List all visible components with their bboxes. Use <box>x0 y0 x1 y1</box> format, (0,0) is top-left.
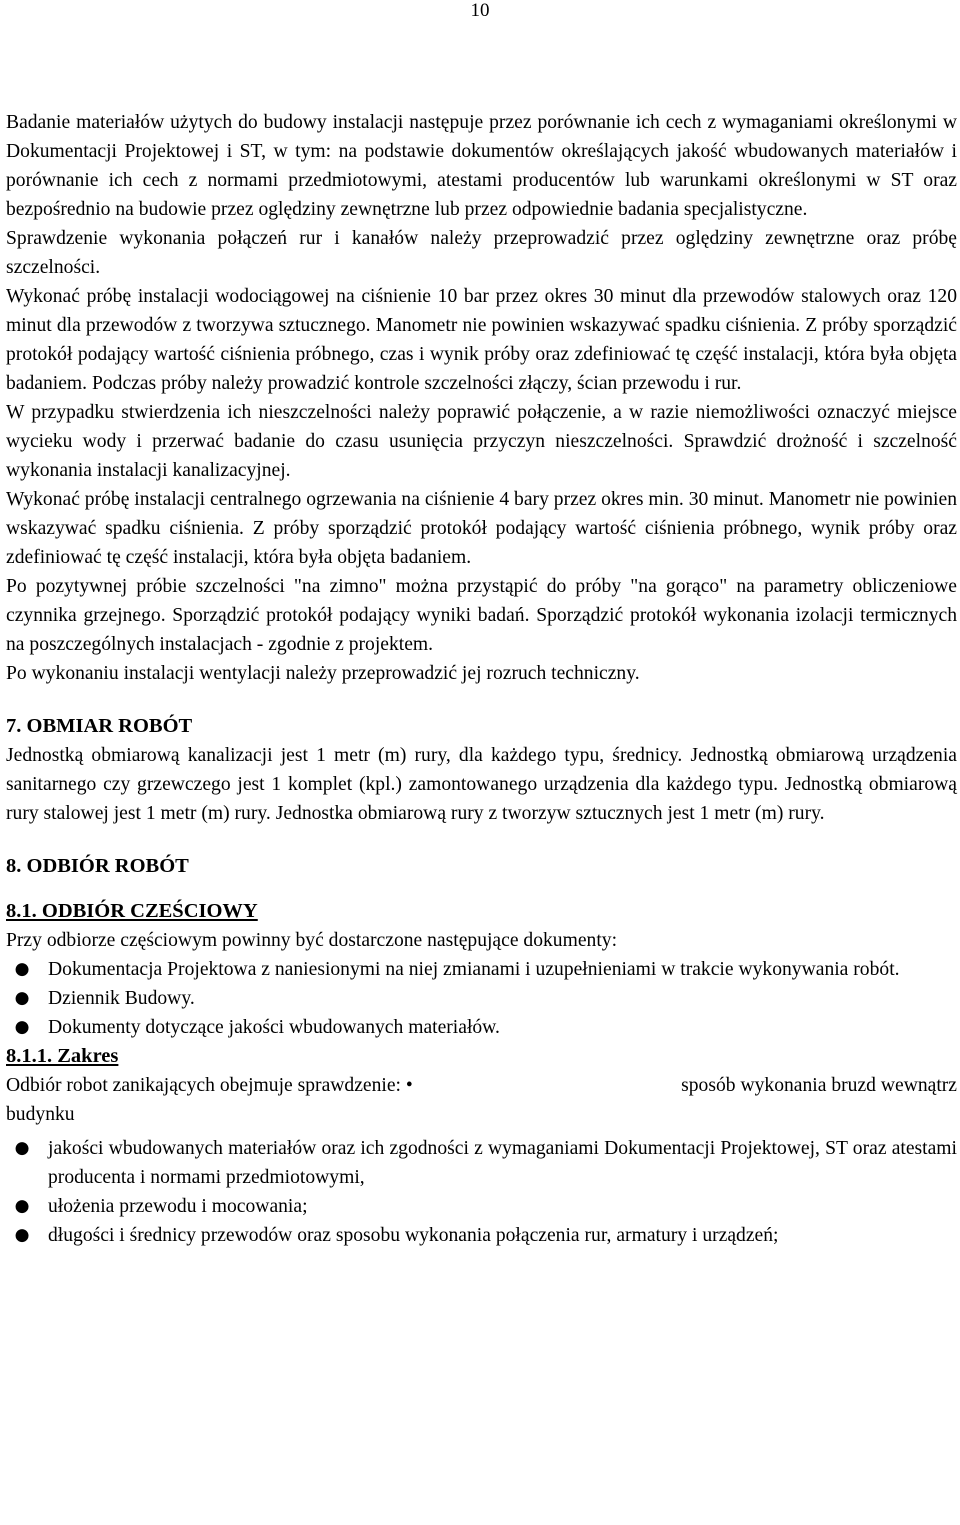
page-number: 10 <box>470 0 490 21</box>
list-item <box>6 1134 957 1192</box>
list-item-text: jakości wbudowanych materiałów oraz ich zgodności z wymaganiami Dokumentacji Projektowej, ST oraz atestami producenta i normami przedmiotowymi, <box>48 1138 957 1188</box>
list-item <box>6 955 957 984</box>
bullet-icon: ● <box>14 988 30 1008</box>
section-7-heading: 7. OBMIAR ROBÓT <box>6 715 193 737</box>
bullet-icon: ● <box>14 959 30 979</box>
bullet-icon: ● <box>14 1196 30 1216</box>
paragraph-ventilation-startup: Po wykonaniu instalacji wentylacji należy przeprowadzić jej rozruch techniczny. <box>6 663 640 684</box>
document-body <box>6 108 957 1250</box>
section-7-text: Jednostką obmiarową kanalizacji jest 1 metr (m) rury, dla każdego typu, średnicy. Jednostką obmiarową urządzenia sanitarnego czy grzewczego jest 1 komplet (kpl.) zamontowanego urządzenia dla każdego typu. Jednostką obmiarową rury stalowej jest 1 metr (m) rury. Jednostka obmiarową rury z tworzyw sztucznych jest 1 metr (m) rury. <box>6 745 957 824</box>
bullet-icon: ● <box>14 1017 30 1037</box>
paragraph-heating-pressure-test: Wykonać próbę instalacji centralnego ogrzewania na ciśnienie 4 bary przez okres min. 30 minut. Manometr nie powinien wskazywać spadku ciśnienia. Z próby sporządzić protokół podający wartość ciśnienia próbnego, wynik próby oraz zdefiniować tę część instalacji, która była objęta badaniem. <box>6 489 957 568</box>
paragraph-hot-cold-test: Po pozytywnej próbie szczelności "na zimno" można przystąpić do próby "na gorąco" na parametry obliczeniowe czynnika grzejnego. Sporządzić protokół podający wyniki badań. Sporządzić protokół wykonania izolacji termicznych na poszczególnych instalacjach - zgodnie z projektem. <box>6 576 957 655</box>
list-item <box>6 1192 957 1221</box>
paragraph-leak-handling: W przypadku stwierdzenia ich nieszczelności należy poprawić połączenie, a w razie niemożliwości oznaczyć miejsce wycieku wody i przerwać badanie do czasu usunięcia przyczyn nieszczelności. Sprawdzić drożność i szczelność wykonania instalacji kanalizacyjnej. <box>6 402 957 481</box>
paragraph-materials-testing: Badanie materiałów użytych do budowy instalacji następuje przez porównanie ich cech z wymaganiami określonymi w Dokumentacji Projektowej i ST, w tym: na podstawie dokumentów określających jakość wbudowanych materiałów i porównanie ich cech z normami przedmiotowymi, atestami producentów lub warunkami określonymi w ST oraz bezpośrednio na budowie przez oględziny zewnętrzne lub przez odpowiednie badania specjalistyczne. <box>6 112 957 220</box>
list-item-text: ułożenia przewodu i mocowania; <box>48 1196 308 1217</box>
section-8-heading: 8. ODBIÓR ROBÓT <box>6 855 189 877</box>
section-8-1-1-heading: 8.1.1. Zakres <box>6 1045 119 1067</box>
list-item <box>6 984 957 1013</box>
paragraph-joints-inspection: Sprawdzenie wykonania połączeń rur i kanałów należy przeprowadzić przez oględziny zewnętrzne oraz próbę szczelności. <box>6 228 957 278</box>
list-item-text: długości i średnicy przewodów oraz sposobu wykonania połączenia rur, armatury i urządzeń; <box>48 1225 779 1246</box>
list-item-text: Dziennik Budowy. <box>48 988 195 1009</box>
section-8-1-1-intro <box>6 1071 957 1100</box>
section-8-1-1-intro-right: sposób wykonania bruzd wewnątrz <box>681 1075 957 1096</box>
section-8-1-1-intro-left: Odbiór robot zanikających obejmuje sprawdzenie: • <box>6 1075 413 1096</box>
list-item <box>6 1221 957 1250</box>
section-8-1-1-intro-continued: budynku <box>6 1104 75 1125</box>
section-8-1-heading: 8.1. ODBIÓR CZEŚCIOWY <box>6 900 258 922</box>
list-item <box>6 1013 957 1042</box>
documents-list <box>6 955 957 1042</box>
section-8-1-intro: Przy odbiorze częściowym powinny być dostarczone następujące dokumenty: <box>6 930 618 951</box>
bullet-icon: ● <box>14 1225 30 1245</box>
scope-list <box>6 1134 957 1250</box>
bullet-icon: ● <box>14 1138 30 1158</box>
list-item-text: Dokumenty dotyczące jakości wbudowanych materiałów. <box>48 1017 500 1038</box>
paragraph-water-pressure-test: Wykonać próbę instalacji wodociągowej na ciśnienie 10 bar przez okres 30 minut dla przewodów stalowych oraz 120 minut dla przewodów z tworzywa sztucznego. Manometr nie powinien wskazywać spadku ciśnienia. Z próby sporządzić protokół podający wartość ciśnienia próbnego, czas i wynik próby oraz zdefiniować tę część instalacji, która była objęta badaniem. Podczas próby należy prowadzić kontrole szczelności złączy, ścian przewodu i rur. <box>6 286 957 394</box>
list-item-text: Dokumentacja Projektowa z naniesionymi na niej zmianami i uzupełnieniami w trakcie wykonywania robót. <box>48 959 900 980</box>
